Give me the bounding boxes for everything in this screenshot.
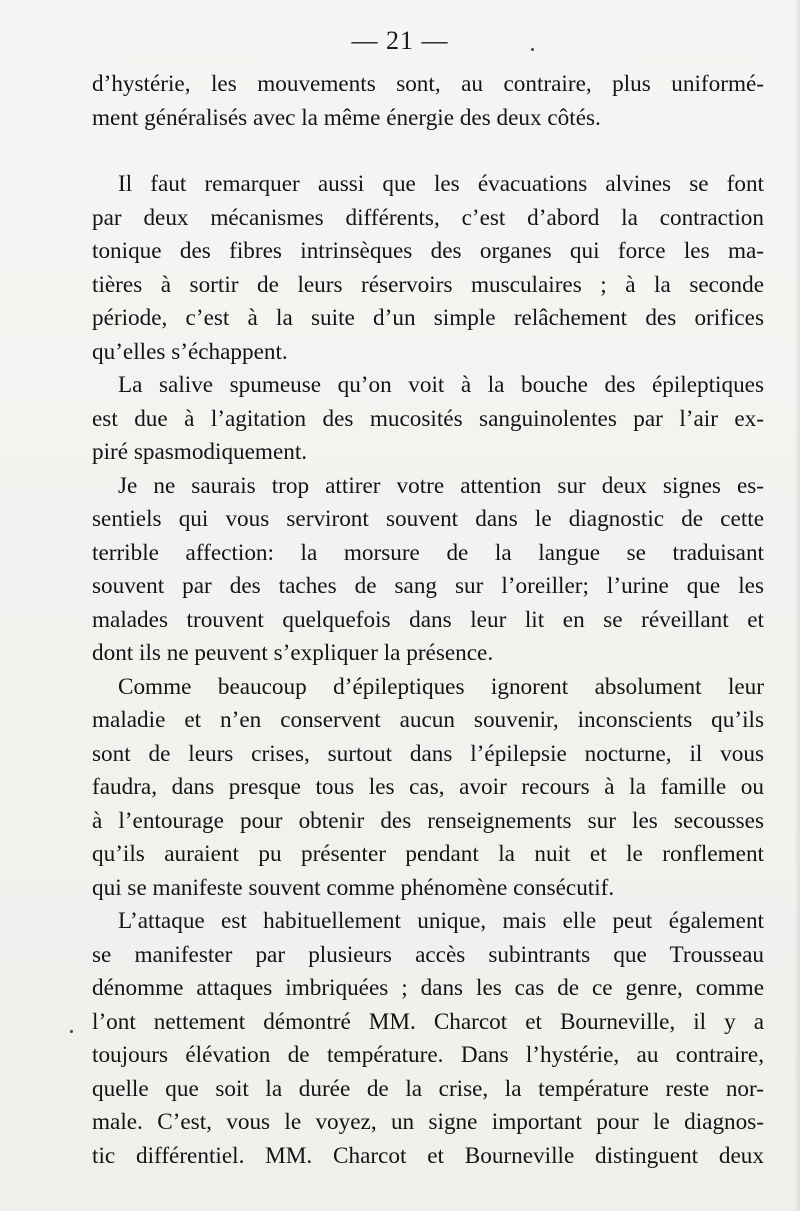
text-line: l’ont nettement démontré MM. Charcot et Bourneville, il y a (92, 1008, 764, 1035)
print-speck (70, 1030, 73, 1033)
text-line: L’attaque est habituellement unique, mais elle peut également (118, 908, 764, 934)
text-line: est due à l’agitation des mucosités sanguinolentes par l’air ex- (92, 405, 764, 432)
text-line: Comme beaucoup d’épileptiques ignorent absolument leur (118, 673, 764, 700)
text-line: qu’elles s’échappent. (92, 338, 288, 365)
paragraph (92, 68, 764, 135)
paragraph (92, 905, 764, 1173)
text-line: dont ils ne peuvent s’expliquer la présence. (92, 640, 494, 666)
text-line: tonique des fibres intrinsèques des organes qui force les ma- (92, 238, 764, 264)
text-line: se manifester par plusieurs accès subintrants que Trousseau (92, 941, 764, 968)
text-line: piré spasmodiquement. (92, 439, 308, 465)
text-line: sont de leurs crises, surtout dans l’épilepsie nocturne, il vous (92, 740, 764, 767)
text-line: terrible affection: la morsure de la langue se traduisant (92, 539, 764, 566)
paragraph (92, 671, 764, 906)
text-line: période, c’est à la suite d’un simple relâchement des orifices (92, 305, 764, 331)
text-line: dénomme attaques imbriquées ; dans les cas de ce genre, comme (92, 975, 764, 1001)
text-line: tières à sortir de leurs réservoirs musculaires ; à la seconde (92, 271, 764, 298)
text-line: qu’ils auraient pu présenter pendant la nuit et le ronflement (92, 841, 764, 867)
text-line: Je ne saurais trop attirer votre attention sur deux signes es- (118, 472, 764, 499)
print-speck (531, 48, 534, 51)
text-line: quelle que soit la durée de la crise, la température reste nor- (92, 1075, 764, 1102)
text-line: à l’entourage pour obtenir des renseignements sur les secousses (92, 807, 764, 834)
text-line: souvent par des taches de sang sur l’oreiller; l’urine que les (92, 573, 764, 599)
text-line: male. C’est, vous le voyez, un signe important pour le diagnos- (92, 1109, 764, 1135)
text-line: maladie et n’en conservent aucun souvenir, inconscients qu’ils (92, 707, 764, 733)
body-text (92, 68, 764, 1173)
page-number-header: — 21 — (351, 26, 449, 55)
text-line: tic différentiel. MM. Charcot et Bourneville distinguent deux (92, 1142, 764, 1169)
text-line: ment généralisés avec la même énergie des deux côtés. (92, 104, 601, 131)
text-line: qui se manifeste souvent comme phénomène consécutif. (92, 874, 615, 901)
paragraph (92, 369, 764, 470)
text-line: Il faut remarquer aussi que les évacuations alvines se font (118, 171, 764, 197)
text-line: toujours élévation de température. Dans l’hystérie, au contraire, (92, 1042, 764, 1068)
paragraph (92, 470, 764, 671)
paragraph (92, 168, 764, 369)
text-line: par deux mécanismes différents, c’est d’abord la contraction (92, 204, 764, 231)
text-line: sentiels qui vous serviront souvent dans le diagnostic de cette (92, 506, 764, 532)
page-edge-shadow (794, 0, 800, 1211)
text-line: faudra, dans presque tous les cas, avoir recours à la famille ou (92, 774, 764, 800)
paragraph-gap (92, 135, 764, 168)
text-line: d’hystérie, les mouvements sont, au contraire, plus uniformé- (92, 71, 764, 97)
text-line: La salive spumeuse qu’on voit à la bouche des épileptiques (118, 372, 764, 398)
text-line: malades trouvent quelquefois dans leur lit en se réveillant et (92, 606, 764, 633)
